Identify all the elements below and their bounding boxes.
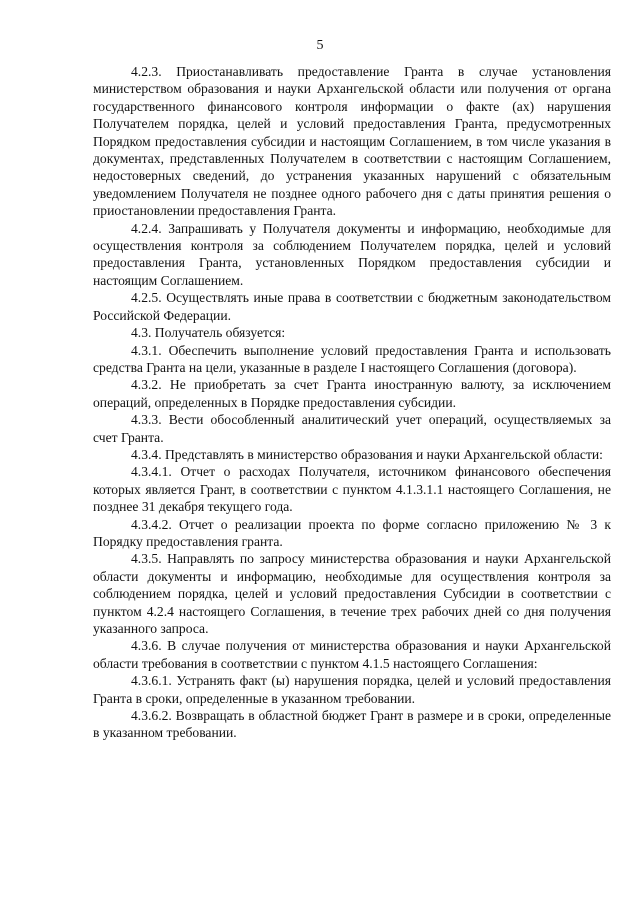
paragraph-4-3-6-1: 4.3.6.1. Устранять факт (ы) нарушения порядка, целей и условий предоставления Гранта в сроки, определенные в указанном требовании.: [93, 673, 611, 706]
paragraph-4-3-6-2: 4.3.6.2. Возвращать в областной бюджет Грант в размере и в сроки, определенные в указанном требовании.: [93, 708, 611, 741]
paragraph-4-3-5: 4.3.5. Направлять по запросу министерства образования и науки Архангельской области документы и информацию, необходимые для осуществления контроля за соблюдением порядка, целей и условий предоставления Субсидии в соответствии с пунктом 4.2.4 настоящего Соглашения, в течение трех рабочих дней со дня получения указанного запроса.: [93, 551, 611, 636]
paragraph-4-3: 4.3. Получатель обязуется:: [131, 325, 286, 341]
document-body: [93, 63, 611, 742]
paragraph-4-3-6: 4.3.6. В случае получения от министерства образования и науки Архангельской области требования в соответствии с пунктом 4.1.5 настоящего Соглашения:: [93, 638, 611, 671]
paragraph-4-3-4: 4.3.4. Представлять в министерство образования и науки Архангельской области:: [131, 446, 603, 462]
paragraph-4-3-4-2: 4.3.4.2. Отчет о реализации проекта по форме согласно приложению № 3 к Порядку предоставления гранта.: [93, 516, 611, 549]
paragraph-4-2-5: 4.2.5. Осуществлять иные права в соответствии с бюджетным законодательством Российской Федерации.: [93, 290, 611, 323]
page-number: 5: [316, 38, 324, 53]
paragraph-4-3-1: 4.3.1. Обеспечить выполнение условий предоставления Гранта и использовать средства Гранта на цели, указанные в разделе I настоящего Соглашения (договора).: [93, 342, 611, 375]
paragraph-4-2-4: 4.2.4. Запрашивать у Получателя документы и информацию, необходимые для осуществления контроля за соблюдением Получателем порядка, целей и условий предоставления Гранта, установленных Порядком предоставления субсидии и настоящим Соглашением.: [93, 220, 611, 288]
paragraph-4-3-2: 4.3.2. Не приобретать за счет Гранта иностранную валюту, за исключением операций, определенных в Порядке предоставления субсидии.: [93, 377, 611, 410]
paragraph-4-2-3: 4.2.3. Приостанавливать предоставление Гранта в случае установления министерством образования и науки Архангельской области или получения от органа государственного финансового контроля информации о факте (ах) нарушения Получателем порядка, целей и условий предоставления Гранта, предусмотренных Порядком предоставления субсидии и настоящим Соглашением, в том числе указания в документах, представленных Получателем в соответствии с настоящим Соглашением, недостоверных сведений, до устранения указанных нарушений с обязательным уведомлением Получателя не позднее одного рабочего дня с даты принятия решения о приостановлении предоставления Гранта.: [93, 64, 611, 219]
paragraph-4-3-3: 4.3.3. Вести обособленный аналитический учет операций, осуществляемых за счет Гранта.: [93, 412, 611, 445]
paragraph-4-3-4-1: 4.3.4.1. Отчет о расходах Получателя, источником финансового обеспечения которых является Грант, в соответствии с пунктом 4.1.3.1.1 настоящего Соглашения, не позднее 31 декабря текущего года.: [93, 464, 611, 515]
